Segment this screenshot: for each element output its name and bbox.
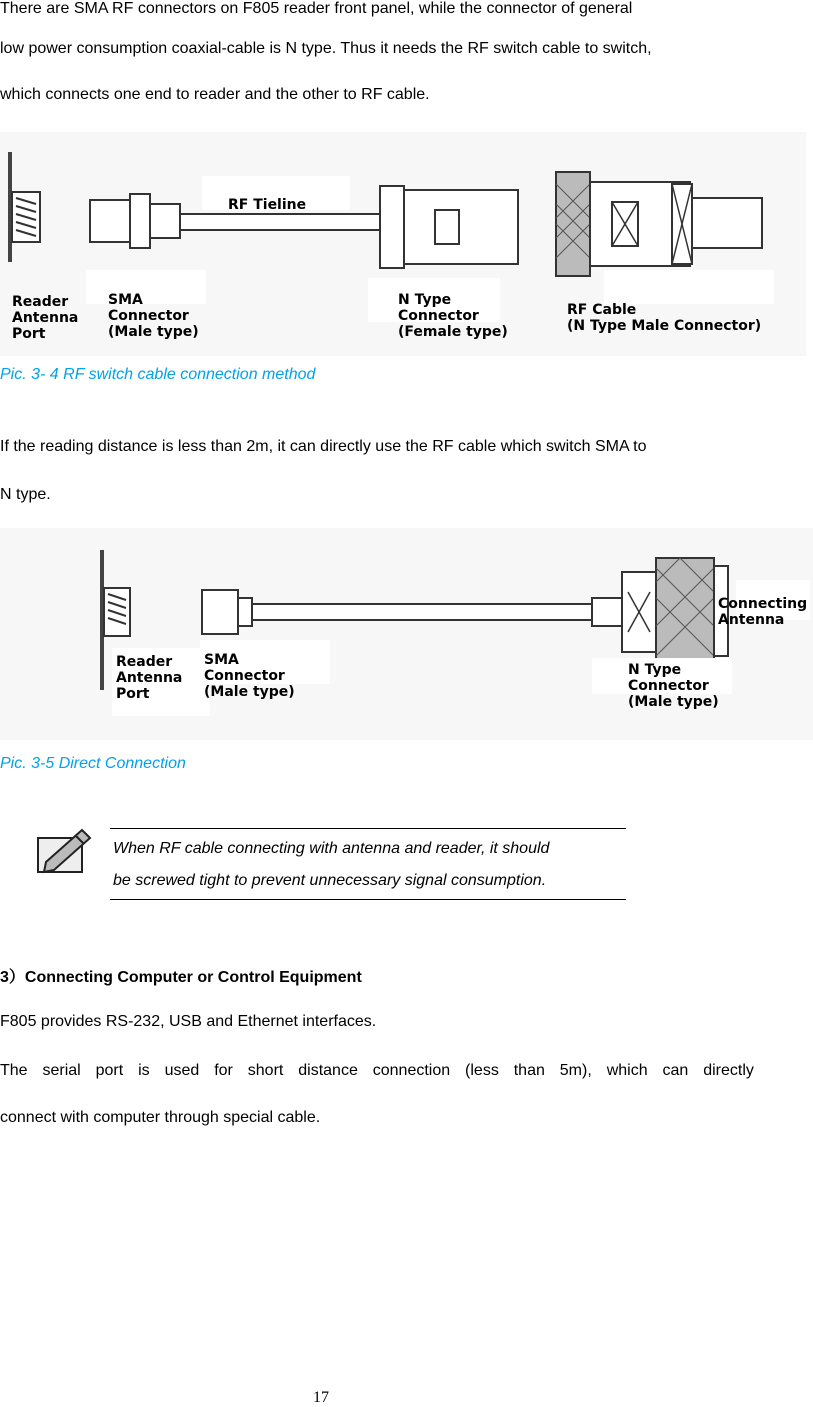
word: (less (465, 1062, 499, 1079)
rf-cable-label-box (604, 270, 774, 304)
direct-connection-diagram (0, 528, 813, 740)
label2-reader-1: Reader (116, 654, 173, 670)
label-ntype-1: N Type (398, 292, 452, 308)
note-bottom-rule (110, 899, 626, 900)
direct-rf-cable (252, 604, 592, 620)
label2-reader-3: Port (116, 686, 150, 702)
word: serial (42, 1062, 81, 1079)
sma-nut-2 (202, 590, 238, 634)
figure-rf-switch-cable (0, 132, 806, 356)
n-male-knurl (556, 172, 590, 276)
label-sma-2: Connector (108, 308, 189, 324)
middle-line-2: N type. (0, 486, 51, 503)
word: 5m), (559, 1062, 592, 1079)
word: for (214, 1062, 233, 1079)
label-reader-1: Reader (12, 294, 69, 310)
note-top-rule (110, 828, 626, 829)
label-reader-3: Port (12, 326, 46, 342)
label2-sma-2: Connector (204, 668, 285, 684)
n-female-window (435, 210, 459, 244)
label2-sma-1: SMA (204, 652, 239, 668)
page-number: 17 (313, 1389, 329, 1406)
sma-nut (90, 200, 130, 242)
n-female-body (404, 190, 518, 264)
sma-collar (130, 194, 150, 248)
word: can (662, 1062, 689, 1079)
label-ntype-3: (Female type) (398, 324, 508, 340)
label-sma-1: SMA (108, 292, 143, 308)
section-line-1: F805 provides RS-232, USB and Ethernet interfaces. (0, 1013, 377, 1030)
word: directly (703, 1062, 754, 1079)
label-rfcable-2: (N Type Male Connector) (567, 318, 762, 334)
word: which (606, 1062, 648, 1079)
section-heading: 3）Connecting Computer or Control Equipment (0, 969, 362, 986)
label-reader-2: Antenna (12, 310, 79, 326)
label2-conn-2: Antenna (718, 612, 785, 628)
word: short (247, 1062, 284, 1079)
n-female-nut (380, 186, 404, 268)
rf-tieline-cable (180, 214, 380, 230)
label2-ntype-3: (Male type) (628, 694, 719, 710)
label-ntype-2: Connector (398, 308, 479, 324)
word: used (164, 1062, 200, 1079)
label2-ntype-1: N Type (628, 662, 682, 678)
word: than (513, 1062, 545, 1079)
intro-line-3: which connects one end to reader and the other to RF cable. (0, 86, 430, 103)
note-line-2: be screwed tight to prevent unnecessary signal consumption. (113, 872, 547, 889)
word: distance (298, 1062, 358, 1079)
figure1-caption: Pic. 3- 4 RF switch cable connection method (0, 366, 316, 383)
label2-sma-3: (Male type) (204, 684, 295, 700)
rf-cable-outer (692, 198, 762, 248)
word: is (138, 1062, 150, 1079)
sma-body (150, 204, 180, 238)
section-line-2 (0, 1062, 754, 1080)
note-line-1: When RF cable connecting with antenna and reader, it should (113, 840, 550, 857)
label2-conn-1: Connecting (718, 596, 808, 612)
label2-reader-2: Antenna (116, 670, 183, 686)
label-rf-tieline: RF Tieline (228, 197, 307, 213)
intro-line-2: low power consumption coaxial-cable is N type. Thus it needs the RF switch cable to switch, (0, 40, 652, 57)
label2-ntype-2: Connector (628, 678, 709, 694)
intro-line-1: There are SMA RF connectors on F805 reader front panel, while the connector of general (0, 0, 633, 17)
word: port (95, 1062, 124, 1079)
label-rfcable-1: RF Cable (567, 302, 637, 318)
figure2-caption: Pic. 3-5 Direct Connection (0, 755, 186, 772)
rf-switch-cable-diagram (0, 132, 806, 356)
word: connection (372, 1062, 451, 1079)
label-sma-3: (Male type) (108, 324, 199, 340)
sma-body-2 (238, 598, 252, 626)
sma-label-box (86, 270, 206, 304)
figure-direct-connection (0, 528, 813, 740)
section-line-3: connect with computer through special cable. (0, 1109, 321, 1126)
pencil-note-icon (36, 824, 92, 876)
middle-line-1: If the reading distance is less than 2m, it can directly use the RF cable which switch SMA to (0, 438, 647, 455)
word: The (0, 1062, 28, 1079)
n-male-crimp (592, 598, 622, 626)
